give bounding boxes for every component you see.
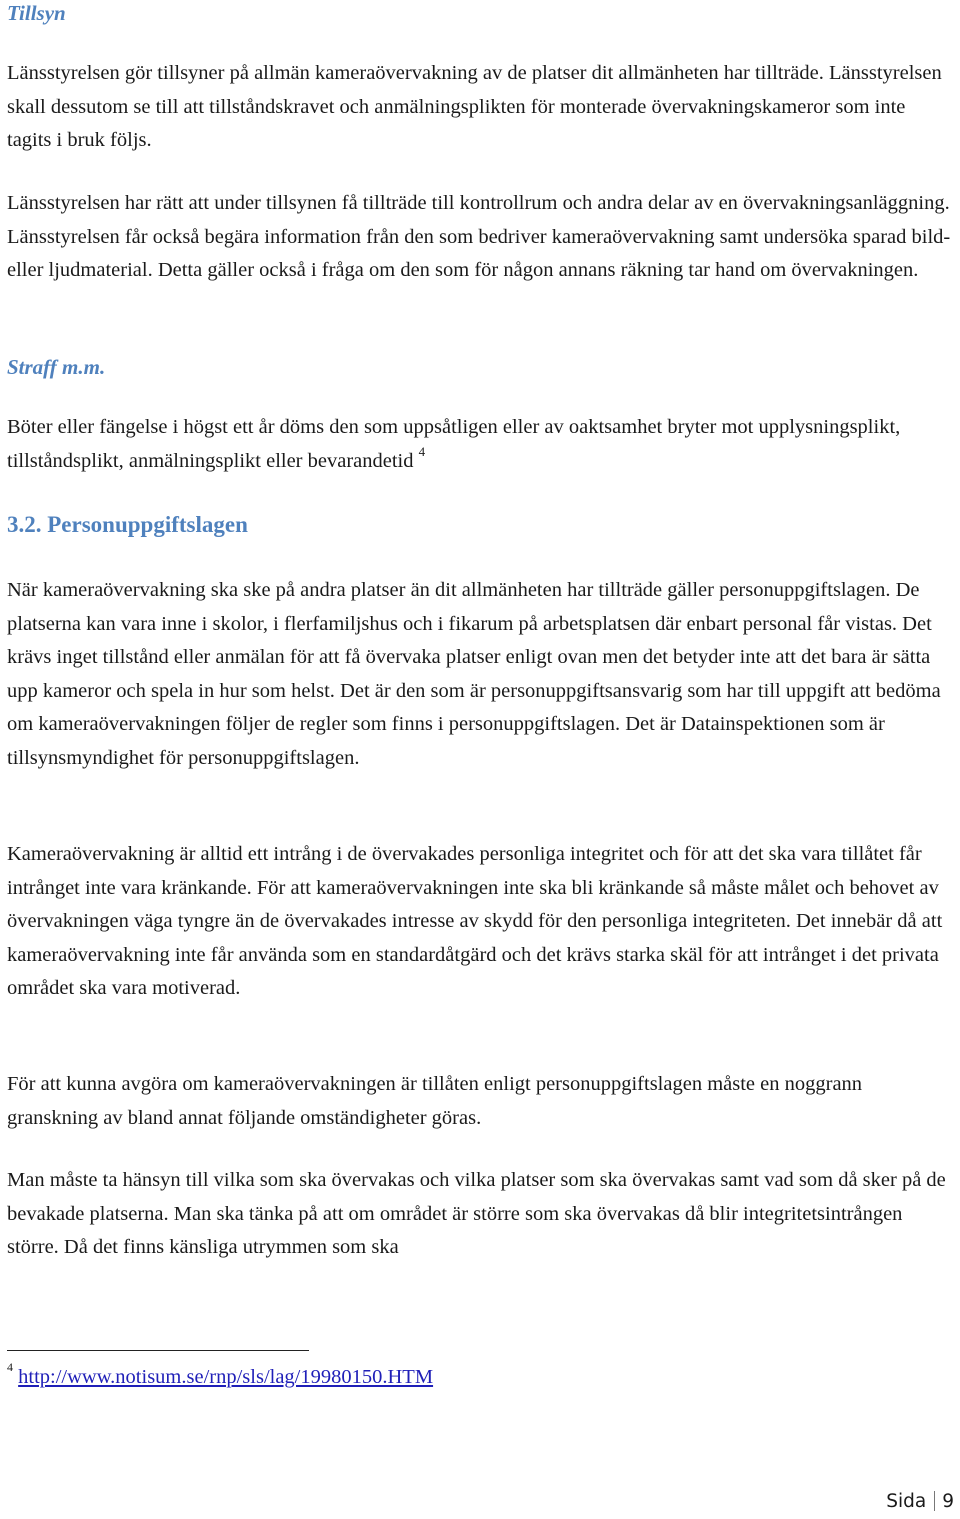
footnote-number: 4 xyxy=(7,1360,13,1375)
paragraph-pul-2: Kameraövervakning är alltid ett intrång i de övervakades personliga integritet och för att det ska vara tillåtet får intrånget inte vara kränkande. För att kameraövervakningen inte ska bli kränkande så måste målet och behovet av övervakningen väga tyngre än de övervakades intresse av skydd för den personliga integriteten. Det innebär då att kameraövervakning inte får använda som en standardåtgärd och det krävs starka skäl för att intrånget i det privata området ska vara motiverad. xyxy=(7,843,943,999)
paragraph-pul-1: När kameraövervakning ska ske på andra platser än dit allmänheten har tillträde gäller personuppgiftslagen. De platserna kan vara inne i skolor, i flerfamiljshus och i fikarum på arbetsplatsen där enbart personal får vistas. Det krävs inget tillstånd eller anmälan för att få övervaka platser enligt ovan men det betyder inte att det bara är sätta upp kameror och spela in hur som helst. Det är den som är personuppgiftsansvarig som har till uppgift att bedöma om kameraövervakningen följer de regler som finns i personuppgiftslagen. Det är Datainspektionen som är tillsynsmyndighet för personuppgiftslagen. xyxy=(7,579,941,769)
paragraph-tillsyn-1: Länsstyrelsen gör tillsyner på allmän kameraövervakning av de platser dit allmänheten har tillträde. Länsstyrelsen skall dessutom se till att tillståndskravet och anmälningsplikten för monterade övervakningskameror som inte tagits i bruk följs. xyxy=(7,62,942,151)
paragraph-pul-3: För att kunna avgöra om kameraövervakningen är tillåten enligt personuppgiftslagen måste en noggrann granskning av bland annat följande omständigheter göras. xyxy=(7,1073,863,1129)
page-footer-divider xyxy=(934,1491,935,1511)
section-heading-personuppgiftslagen: 3.2. Personuppgiftslagen xyxy=(7,512,248,537)
footnote-separator xyxy=(7,1350,309,1351)
footnote-link[interactable]: http://www.notisum.se/rnp/sls/lag/19980150.HTM xyxy=(18,1366,434,1388)
page-footer xyxy=(886,1490,954,1514)
page-number: 9 xyxy=(942,1491,954,1512)
section-heading-tillsyn: Tillsyn xyxy=(7,1,66,25)
page-label: Sida xyxy=(886,1491,927,1512)
paragraph-tillsyn-2: Länsstyrelsen har rätt att under tillsynen få tillträde till kontrollrum och andra delar av en övervakningsanläggning. Länsstyrelsen får också begära information från den som bedriver kameraövervakning samt undersöka sparad bild- eller ljudmaterial. Detta gäller också i fråga om den som för någon annans räkning tar hand om övervakningen. xyxy=(7,192,951,281)
paragraph-straff xyxy=(7,411,953,478)
paragraph-pul-4: Man måste ta hänsyn till vilka som ska övervakas och vilka platser som ska övervakas samt vad som då sker på de bevakade platserna. Man ska tänka på att om området är större som ska övervakas då blir integritetsintrången större. Då det finns känsliga utrymmen som ska xyxy=(7,1169,946,1258)
section-heading-straff: Straff m.m. xyxy=(7,355,106,379)
paragraph-straff-text: Böter eller fängelse i högst ett år döms den som uppsåtligen eller av oaktsamhet bryter mot upplysningsplikt, tillståndsplikt, anmälningsplikt eller bevarandetid xyxy=(7,416,901,472)
footnote xyxy=(7,1362,433,1392)
footnote-reference[interactable]: 4 xyxy=(418,443,426,459)
